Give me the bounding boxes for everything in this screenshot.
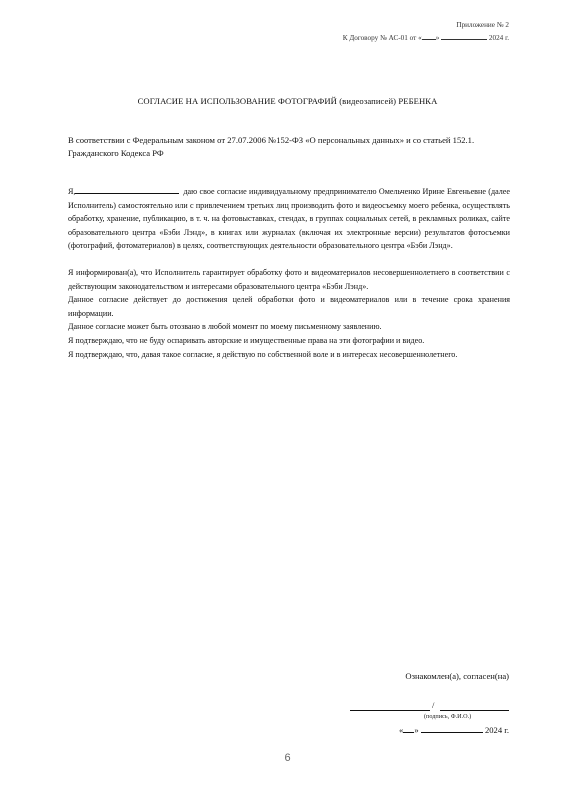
appendix-number: Приложение № 2 — [456, 21, 509, 29]
acknowledgement-text: Ознакомлен(а), согласен(на) — [405, 671, 509, 681]
voluntary-paragraph: Я подтверждаю, что, давая такое согласие, я действую по собственной воле и в интересах несовершеннолетнего. — [68, 349, 458, 359]
page-number: 6 — [284, 752, 291, 764]
signature-line — [350, 700, 509, 712]
contract-reference: К Договору № АС-01 от « » 2024 г. — [343, 31, 509, 44]
signature-date: « » 2024 г. — [399, 725, 509, 735]
document-title: СОГЛАСИЕ НА ИСПОЛЬЗОВАНИЕ ФОТОГРАФИЙ (видеозаписей) РЕБЕНКА — [137, 96, 438, 106]
signature-separator: / — [432, 700, 435, 710]
signature-caption: (подпись, Ф.И.О.) — [424, 713, 472, 720]
consent-body — [68, 184, 510, 361]
signature-blank — [350, 710, 430, 711]
revocation-paragraph: Данное согласие может быть отозвано в любой момент по моему письменному заявлению. — [68, 322, 382, 332]
name-signature-blank — [440, 710, 509, 711]
appendix-header — [343, 19, 509, 44]
validity-paragraph: Данное согласие действует до достижения целей обработки фото и видеоматериалов или в течение срока хранения информации. — [68, 295, 510, 318]
legal-basis: В соответствии с Федеральным законом от 27.07.2006 №152-ФЗ «О персональных данных» и со статьей 152.1. Гражданского Кодекса РФ — [68, 135, 475, 159]
day-blank — [422, 31, 436, 40]
name-blank — [75, 184, 179, 194]
rights-paragraph: Я подтверждаю, что не буду оспаривать авторские и имущественные права на эти фотографии и видео. — [68, 335, 425, 345]
date-day-blank — [403, 723, 414, 733]
consent-paragraph: Я, даю свое согласие индивидуальному предпринимателю Омельченко Ирине Евгеньевне (далее Исполнитель) самостоятельно или с привлечением третьих лиц производить фото и видеосъемку моего ребенка, осуществлять обработку, хранение, публикацию, в т. ч. на фотовыставках, стендах, в группах социальных сетей, в рекламных роликах, сайте образовательного центра «Бэби Лэнд», в книгах или журналах (включая их электронные версии) результатов фотосъемки (фотографий, фотоматериалов) в целях, соответствующих деятельности образовательного центра «Бэби Лэнд». — [68, 184, 510, 253]
information-paragraph: Я информирован(а), что Исполнитель гарантирует обработку фото и видеоматериалов несовершеннолетнего в соответствии с действующим законодательством и интересами образовательного центра «Бэби Лэнд». — [68, 267, 510, 291]
date-month-blank — [421, 723, 483, 733]
month-blank — [441, 31, 487, 40]
